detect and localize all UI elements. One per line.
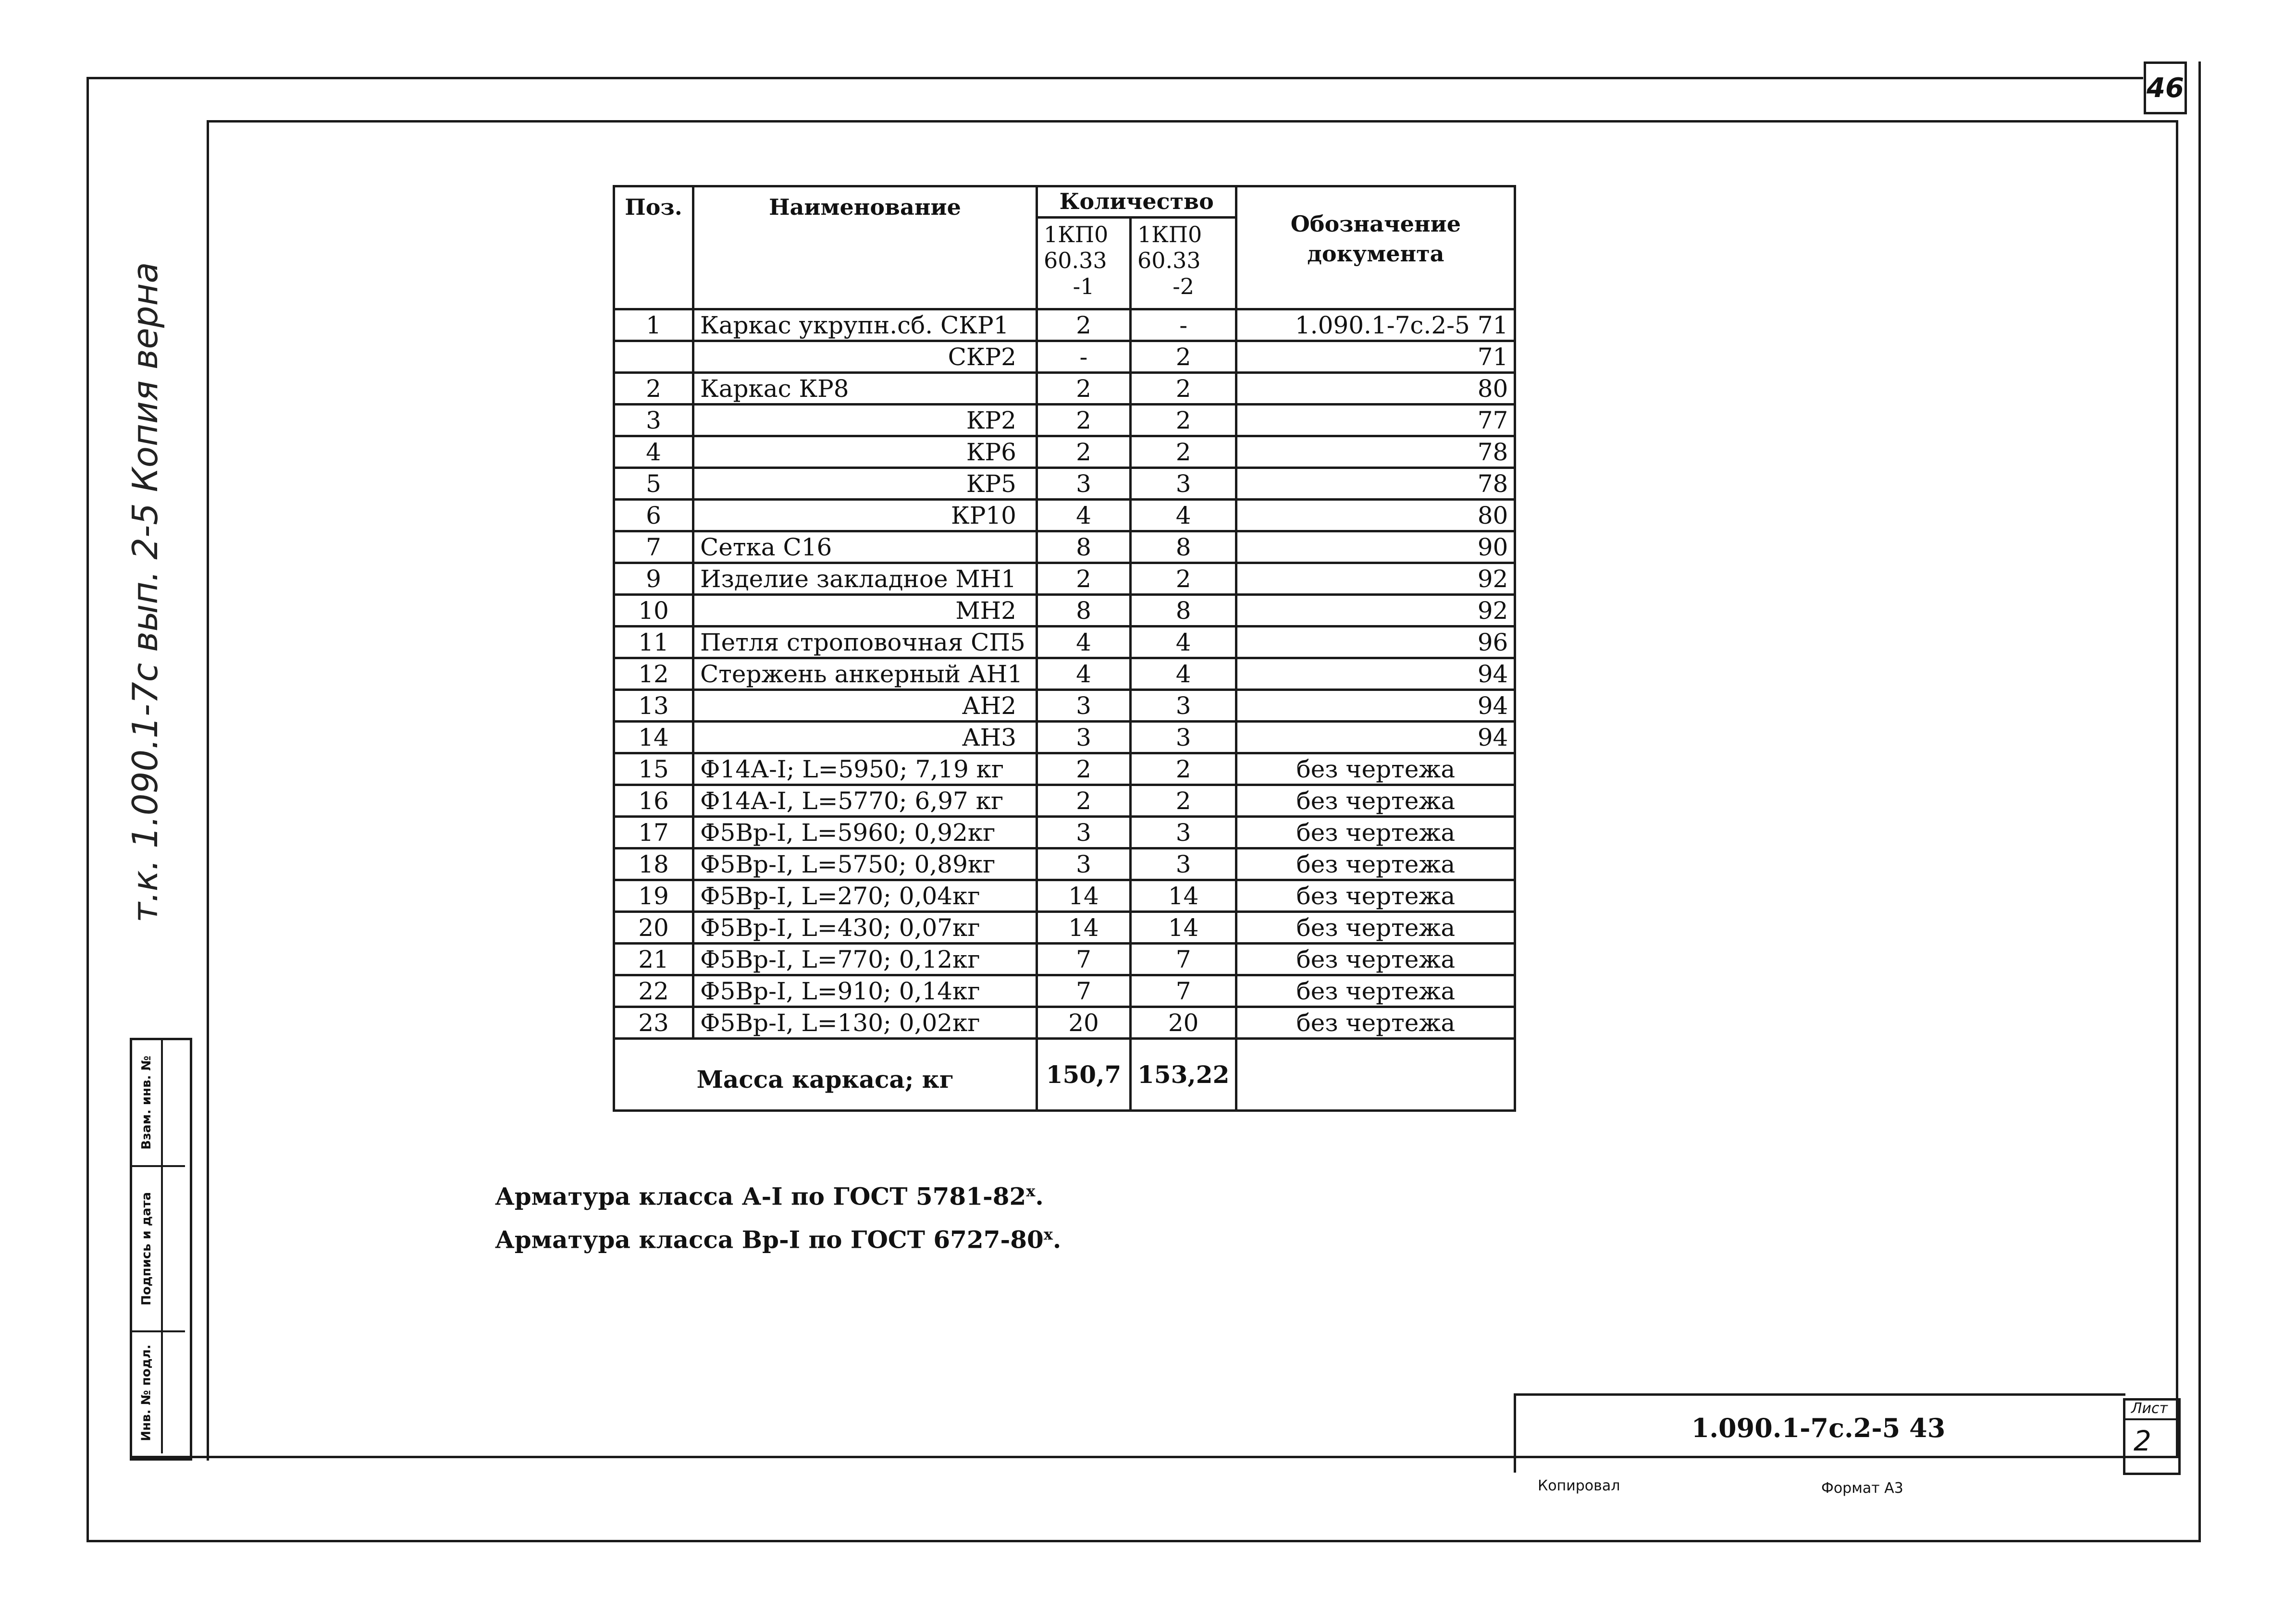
- row-qty-2: 2: [1131, 785, 1236, 817]
- stamp-cell-sign: [132, 1167, 185, 1332]
- header-doc: [1236, 186, 1515, 309]
- row-pos: 5: [614, 468, 693, 500]
- table-row: [614, 500, 1515, 531]
- row-doc: без чертежа: [1236, 944, 1515, 975]
- row-name: Ф5Вр-I, L=770; 0,12кг: [693, 944, 1037, 975]
- stamp-cell-replace: [132, 1040, 185, 1167]
- row-qty-2: -: [1131, 309, 1236, 341]
- row-pos: 22: [614, 975, 693, 1007]
- sheet-label: Лист: [2123, 1399, 2176, 1420]
- header-qty-col2: [1131, 218, 1236, 309]
- row-pos: 13: [614, 690, 693, 722]
- row-qty-2: 2: [1131, 436, 1236, 468]
- header-doc-line2: документа: [1307, 241, 1444, 267]
- row-qty-2: 2: [1131, 373, 1236, 405]
- table-row: [614, 341, 1515, 373]
- row-doc: без чертежа: [1236, 1007, 1515, 1039]
- row-name: АН3: [693, 722, 1037, 753]
- footer-format: Формат А3: [1821, 1480, 1903, 1497]
- outer-frame-top: [86, 77, 2143, 79]
- row-doc: 92: [1236, 595, 1515, 627]
- note-1: [495, 1182, 1044, 1211]
- row-qty-2: 4: [1131, 658, 1236, 690]
- row-qty-1: 20: [1037, 1007, 1131, 1039]
- note-1-text: Арматура класса А-I по ГОСТ 5781-82: [495, 1182, 1026, 1211]
- row-qty-1: 2: [1037, 563, 1131, 595]
- row-name: Ф5Вр-I, L=270; 0,04кг: [693, 880, 1037, 912]
- row-name: Ф5Вр-I, L=430; 0,07кг: [693, 912, 1037, 944]
- note-2-sup: х: [1043, 1225, 1053, 1243]
- table-row: [614, 722, 1515, 753]
- row-doc: без чертежа: [1236, 880, 1515, 912]
- row-doc: 94: [1236, 690, 1515, 722]
- row-pos: 23: [614, 1007, 693, 1039]
- note-1-sup: х: [1026, 1182, 1036, 1200]
- row-name: Ф5Вр-I, L=910; 0,14кг: [693, 975, 1037, 1007]
- outer-frame-left: [86, 77, 89, 1542]
- specification-table: [613, 185, 1516, 1112]
- note-2: [495, 1225, 1061, 1254]
- table-row: [614, 975, 1515, 1007]
- row-name: Каркас КР8: [693, 373, 1037, 405]
- table-row: [614, 531, 1515, 563]
- inner-frame-top: [207, 120, 2177, 123]
- row-qty-1: 4: [1037, 627, 1131, 658]
- note-2-text: Арматура класса Вр-I по ГОСТ 6727-80: [495, 1225, 1044, 1254]
- row-pos: 18: [614, 848, 693, 880]
- row-qty-1: 3: [1037, 468, 1131, 500]
- row-qty-2: 2: [1131, 341, 1236, 373]
- row-pos: 19: [614, 880, 693, 912]
- row-doc: 94: [1236, 722, 1515, 753]
- row-qty-1: -: [1037, 341, 1131, 373]
- row-qty-2: 3: [1131, 848, 1236, 880]
- header-name: Наименование: [693, 186, 1037, 309]
- table-row: [614, 1007, 1515, 1039]
- row-pos: 7: [614, 531, 693, 563]
- inner-frame-left: [207, 120, 209, 1461]
- qty-col1-line1: 1КП0: [1044, 221, 1109, 247]
- row-name: Ф5Вр-I, L=5750; 0,89кг: [693, 848, 1037, 880]
- inner-frame-right: [2176, 120, 2178, 1458]
- row-qty-2: 2: [1131, 405, 1236, 436]
- row-qty-2: 20: [1131, 1007, 1236, 1039]
- footer-copied: Копировал: [1538, 1477, 1620, 1494]
- row-name: КР10: [693, 500, 1037, 531]
- table-row: [614, 627, 1515, 658]
- row-doc: без чертежа: [1236, 785, 1515, 817]
- row-pos: 12: [614, 658, 693, 690]
- total-q2: 153,22: [1131, 1039, 1236, 1111]
- row-name: МН2: [693, 595, 1037, 627]
- row-doc: без чертежа: [1236, 817, 1515, 848]
- stamp-label-replace: Взам. инв. №: [139, 1056, 154, 1150]
- row-doc: 71: [1236, 341, 1515, 373]
- row-name: Каркас укрупн.сб. СКР1: [693, 309, 1037, 341]
- qty-col1-line3: -1: [1073, 273, 1095, 299]
- row-doc: 78: [1236, 436, 1515, 468]
- row-qty-2: 14: [1131, 912, 1236, 944]
- table-header-row: [614, 186, 1515, 218]
- row-qty-2: 8: [1131, 531, 1236, 563]
- row-qty-1: 3: [1037, 722, 1131, 753]
- row-name: Ф14А-I; L=5950; 7,19 кг: [693, 753, 1037, 785]
- sheet-value: 2: [2134, 1425, 2151, 1457]
- left-stamp-block: [130, 1038, 192, 1461]
- row-doc: без чертежа: [1236, 912, 1515, 944]
- row-qty-1: 3: [1037, 848, 1131, 880]
- side-handwritten-note: т.к. 1.090.1-7с вып. 2-5 Копия верна: [125, 262, 165, 922]
- row-pos: 21: [614, 944, 693, 975]
- row-qty-1: 2: [1037, 753, 1131, 785]
- row-pos: 16: [614, 785, 693, 817]
- row-doc: 80: [1236, 500, 1515, 531]
- row-doc: 94: [1236, 658, 1515, 690]
- row-name: Сетка С16: [693, 531, 1037, 563]
- row-qty-1: 2: [1037, 373, 1131, 405]
- row-qty-2: 3: [1131, 817, 1236, 848]
- row-qty-1: 3: [1037, 690, 1131, 722]
- row-qty-2: 4: [1131, 500, 1236, 531]
- row-qty-1: 4: [1037, 500, 1131, 531]
- total-label: Масса каркаса; кг: [614, 1039, 1037, 1111]
- row-doc: без чертежа: [1236, 753, 1515, 785]
- table-row: [614, 373, 1515, 405]
- row-qty-2: 3: [1131, 722, 1236, 753]
- table-row: [614, 309, 1515, 341]
- table-row: [614, 658, 1515, 690]
- row-pos: 15: [614, 753, 693, 785]
- row-doc: без чертежа: [1236, 975, 1515, 1007]
- row-qty-1: 8: [1037, 531, 1131, 563]
- row-pos: 1: [614, 309, 693, 341]
- row-doc: 77: [1236, 405, 1515, 436]
- row-qty-1: 2: [1037, 309, 1131, 341]
- stamp-cell-inv: [132, 1332, 185, 1453]
- row-doc: 96: [1236, 627, 1515, 658]
- row-doc: без чертежа: [1236, 848, 1515, 880]
- row-pos: 6: [614, 500, 693, 531]
- row-qty-1: 4: [1037, 658, 1131, 690]
- row-pos: 17: [614, 817, 693, 848]
- header-doc-line1: Обозначение: [1290, 211, 1461, 237]
- stamp-label-sign: Подпись и дата: [139, 1192, 154, 1306]
- row-qty-2: 2: [1131, 563, 1236, 595]
- table-row: [614, 595, 1515, 627]
- table-row: [614, 405, 1515, 436]
- row-qty-1: 7: [1037, 975, 1131, 1007]
- row-qty-2: 14: [1131, 880, 1236, 912]
- row-qty-2: 3: [1131, 690, 1236, 722]
- row-qty-1: 14: [1037, 912, 1131, 944]
- table-row: [614, 690, 1515, 722]
- row-pos: 4: [614, 436, 693, 468]
- row-name: Петля строповочная СП5: [693, 627, 1037, 658]
- row-pos: 3: [614, 405, 693, 436]
- row-pos: 14: [614, 722, 693, 753]
- row-qty-2: 3: [1131, 468, 1236, 500]
- table-body: [614, 309, 1515, 1039]
- row-qty-1: 2: [1037, 785, 1131, 817]
- row-name: КР5: [693, 468, 1037, 500]
- table-row: [614, 880, 1515, 912]
- row-name: СКР2: [693, 341, 1037, 373]
- table-row: [614, 848, 1515, 880]
- document-code: 1.090.1-7с.2-5 43: [1691, 1413, 1946, 1443]
- table-row: [614, 944, 1515, 975]
- total-q1: 150,7: [1037, 1039, 1131, 1111]
- corner-sheet-number: 46: [2144, 61, 2187, 114]
- row-pos: [614, 341, 693, 373]
- row-name: Стержень анкерный АН1: [693, 658, 1037, 690]
- qty-col1-line2: 60.33: [1044, 247, 1107, 273]
- note-1-tail: .: [1035, 1182, 1044, 1211]
- note-2-tail: .: [1052, 1225, 1062, 1254]
- row-doc: 78: [1236, 468, 1515, 500]
- row-qty-1: 14: [1037, 880, 1131, 912]
- stamp-label-inv: Инв. № подл.: [139, 1344, 154, 1441]
- table-row: [614, 468, 1515, 500]
- row-name: Ф5Вр-I, L=5960; 0,92кг: [693, 817, 1037, 848]
- row-qty-2: 2: [1131, 753, 1236, 785]
- row-name: АН2: [693, 690, 1037, 722]
- table-row: [614, 817, 1515, 848]
- table-row: [614, 436, 1515, 468]
- row-qty-1: 2: [1037, 405, 1131, 436]
- row-qty-2: 4: [1131, 627, 1236, 658]
- row-pos: 10: [614, 595, 693, 627]
- row-qty-2: 8: [1131, 595, 1236, 627]
- row-name: КР2: [693, 405, 1037, 436]
- row-pos: 2: [614, 373, 693, 405]
- row-qty-2: 7: [1131, 975, 1236, 1007]
- header-pos: Поз.: [614, 186, 693, 309]
- row-qty-1: 8: [1037, 595, 1131, 627]
- row-doc: 80: [1236, 373, 1515, 405]
- row-pos: 11: [614, 627, 693, 658]
- row-qty-1: 7: [1037, 944, 1131, 975]
- row-name: Ф14А-I, L=5770; 6,97 кг: [693, 785, 1037, 817]
- row-name: КР6: [693, 436, 1037, 468]
- row-doc: 92: [1236, 563, 1515, 595]
- row-doc: 1.090.1-7с.2-5 71: [1236, 309, 1515, 341]
- header-qty: Количество: [1037, 186, 1236, 218]
- row-pos: 9: [614, 563, 693, 595]
- row-qty-1: 3: [1037, 817, 1131, 848]
- table-row: [614, 785, 1515, 817]
- row-qty-1: 2: [1037, 436, 1131, 468]
- table-total-row: [614, 1039, 1515, 1111]
- header-qty-col1: [1037, 218, 1131, 309]
- row-qty-2: 7: [1131, 944, 1236, 975]
- qty-col2-line2: 60.33: [1137, 247, 1201, 273]
- outer-frame-bottom: [86, 1540, 2201, 1542]
- row-name: Ф5Вр-I, L=130; 0,02кг: [693, 1007, 1037, 1039]
- table-row: [614, 753, 1515, 785]
- row-pos: 20: [614, 912, 693, 944]
- row-name: Изделие закладное МН1: [693, 563, 1037, 595]
- total-doc: [1236, 1039, 1515, 1111]
- row-doc: 90: [1236, 531, 1515, 563]
- outer-frame-right: [2198, 61, 2201, 1541]
- qty-col2-line1: 1КП0: [1137, 221, 1202, 247]
- qty-col2-line3: -2: [1173, 273, 1195, 299]
- table-row: [614, 912, 1515, 944]
- table-row: [614, 563, 1515, 595]
